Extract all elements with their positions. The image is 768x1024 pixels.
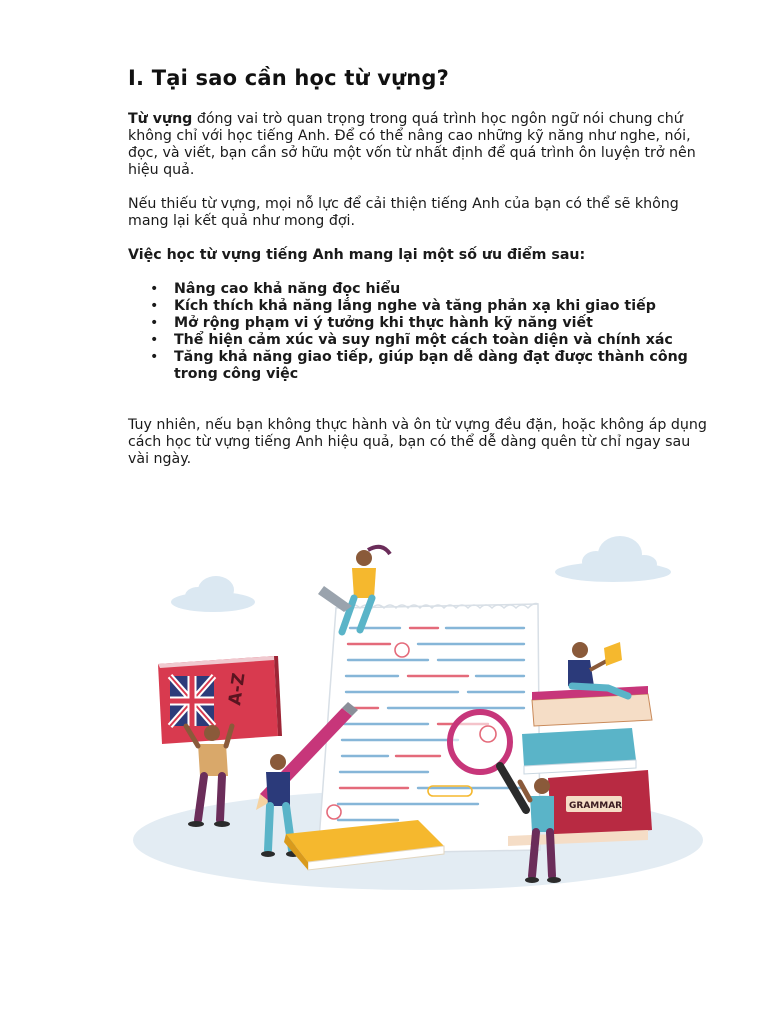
list-item: • Kích thích khả năng lắng nghe và tăng phản xạ khi giao tiếp [150,298,656,314]
vocabulary-illustration [128,520,713,900]
bullet-icon: • [150,281,159,297]
intro-rest: đóng vai trò quan trọng trong quá trình học ngôn ngữ nói chung chứ không chỉ với học tiếng Anh. Để có thể nâng cao những kỹ năng như nghe, nói, đọc, và viết, bạn cần sở hữu một vốn từ nhất định để quá trình ôn luyện trở nên hiệu quả. [128,111,696,178]
list-heading: Việc học từ vựng tiếng Anh mang lại một số ưu điểm sau: [128,247,586,263]
bullet-icon: • [150,315,159,331]
page-title: I. Tại sao cần học từ vựng? [128,66,450,90]
cloud-right-icon [555,536,671,582]
bullet-icon: • [150,298,159,314]
list-item: • Nâng cao khả năng đọc hiểu [150,281,401,297]
svg-text:GRAMMAR: GRAMMAR [569,801,623,811]
advantages-list [128,281,713,383]
list-item: • Thể hiện cảm xúc và suy nghĩ một cách toàn diện và chính xác [150,332,673,348]
bullet-icon: • [150,349,159,365]
intro-paragraph [128,111,713,179]
az-book-icon [158,656,282,744]
bullet-icon: • [150,332,159,348]
conclusion-paragraph: Tuy nhiên, nếu bạn không thực hành và ôn từ vựng đều đặn, hoặc không áp dụng cách học từ vựng tiếng Anh hiệu quả, bạn có thể dễ dàng quên từ chỉ ngay sau vài ngày. [128,417,707,467]
svg-text:A-Z: A-Z [225,671,250,707]
list-item: • Tăng khả năng giao tiếp, giúp bạn dễ dàng đạt được thành công trong công việc [150,349,688,382]
cloud-left-icon [171,576,255,612]
warning-paragraph: Nếu thiếu từ vựng, mọi nỗ lực để cải thiện tiếng Anh của bạn có thể sẽ không mang lại kết quả như mong đợi. [128,196,679,229]
intro-lead: Từ vựng [128,111,193,127]
list-item: • Mở rộng phạm vi ý tưởng khi thực hành kỹ năng viết [150,315,593,331]
